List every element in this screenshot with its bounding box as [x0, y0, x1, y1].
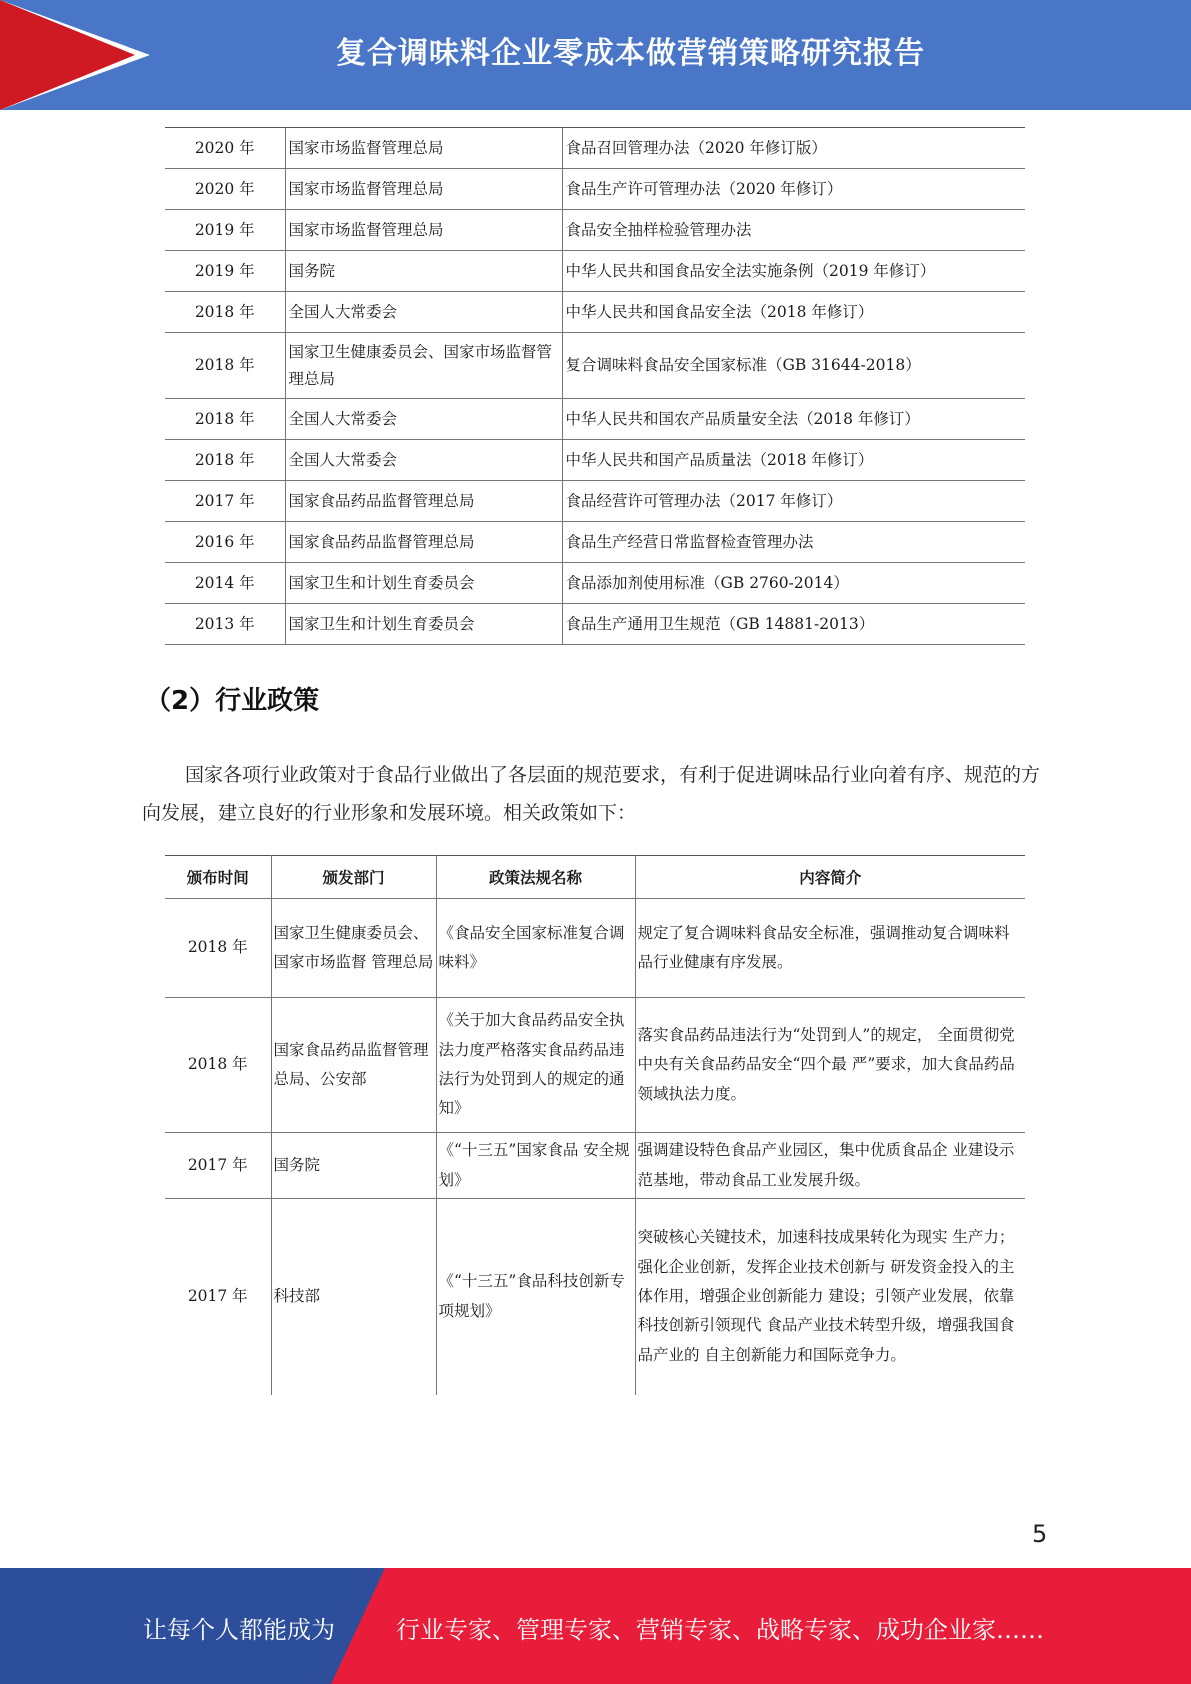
year-cell: 2019 年 — [165, 251, 285, 292]
table-row — [165, 522, 1025, 563]
policy-name-cell: 《“十三五”食品科技创新专项规划》 — [436, 1199, 635, 1395]
table-row — [165, 998, 1025, 1133]
footer-slogan-right: 行业专家、管理专家、营销专家、战略专家、成功企业家…… — [396, 1616, 1044, 1644]
dept-cell: 国家市场监督管理总局 — [285, 128, 562, 169]
dept-cell: 全国人大常委会 — [285, 292, 562, 333]
table-row — [165, 399, 1025, 440]
policy-table — [165, 855, 1025, 1395]
name-cell: 食品召回管理办法（2020 年修订版） — [562, 128, 1025, 169]
regulations-table — [165, 127, 1025, 645]
year-cell: 2018 年 — [165, 292, 285, 333]
year-cell: 2018 年 — [165, 998, 271, 1133]
name-cell: 食品生产经营日常监督检查管理办法 — [562, 522, 1025, 563]
section-paragraph: 国家各项行业政策对于食品行业做出了各层面的规范要求，有利于促进调味品行业向着有序、规范的方向发展，建立良好的行业形象和发展环境。相关政策如下： — [142, 764, 1041, 824]
page-footer — [0, 1568, 1191, 1684]
summary-cell: 突破核心关键技术，加速科技成果转化为现实 生产力；强化企业创新，发挥企业技术创新与 研发资金投入的主体作用，增强企业创新能力 建设；引领产业发展，依靠科技创新引领现代 食品产业技术转型升级，增强我国食品产业的 自主创新能力和国际竞争力。 — [635, 1199, 1025, 1395]
year-cell: 2017 年 — [187, 1287, 248, 1306]
section-heading: （2）行业政策 — [145, 686, 320, 716]
year-cell: 2013 年 — [165, 604, 285, 645]
name-cell: 食品安全抽样检验管理办法 — [562, 210, 1025, 251]
dept-cell: 国家食品药品监督管理总局、公安部 — [271, 998, 436, 1133]
summary-cell: 规定了复合调味料食品安全标准，强调推动复合调味料品行业健康有序发展。 — [635, 899, 1025, 998]
column-header: 颁发部门 — [271, 856, 436, 899]
name-cell: 食品生产通用卫生规范（GB 14881-2013） — [562, 604, 1025, 645]
report-title: 复合调味料企业零成本做营销策略研究报告 — [336, 36, 925, 71]
name-cell: 食品经营许可管理办法（2017 年修订） — [562, 481, 1025, 522]
year-cell: 2019 年 — [165, 210, 285, 251]
name-cell: 中华人民共和国产品质量法（2018 年修订） — [562, 440, 1025, 481]
dept-cell: 国家卫生健康委员会、国家市场监督 管理总局 — [271, 899, 436, 998]
dept-cell: 国务院 — [271, 1133, 436, 1199]
policy-name-cell: 《食品安全国家标准复合调味料》 — [436, 899, 635, 998]
page-header — [0, 0, 1191, 110]
table-header-row — [165, 856, 1025, 899]
table-row — [165, 169, 1025, 210]
table-row — [165, 251, 1025, 292]
column-header: 政策法规名称 — [436, 856, 635, 899]
table-row — [165, 563, 1025, 604]
year-cell: 2014 年 — [165, 563, 285, 604]
table-row — [165, 899, 1025, 998]
dept-cell: 国家市场监督管理总局 — [285, 169, 562, 210]
table-row — [165, 210, 1025, 251]
dept-cell: 国家食品药品监督管理总局 — [285, 522, 562, 563]
summary-cell: 强调建设特色食品产业园区，集中优质食品企 业建设示范基地，带动食品工业发展升级。 — [635, 1133, 1025, 1199]
header-arrow-red-decoration — [0, 0, 135, 110]
year-cell: 2020 年 — [165, 169, 285, 210]
page-number: 5 — [1032, 1520, 1048, 1548]
dept-cell: 国家卫生和计划生育委员会 — [285, 604, 562, 645]
table-row — [165, 128, 1025, 169]
year-cell: 2017 年 — [165, 481, 285, 522]
dept-cell: 国家卫生健康委员会、国家市场监督管理总局 — [285, 333, 562, 399]
year-cell: 2018 年 — [165, 440, 285, 481]
column-header: 颁布时间 — [165, 856, 271, 899]
table-row — [165, 481, 1025, 522]
table-row — [165, 440, 1025, 481]
dept-cell: 科技部 — [271, 1199, 436, 1395]
dept-cell: 全国人大常委会 — [285, 440, 562, 481]
table-row — [165, 604, 1025, 645]
column-header: 内容简介 — [635, 856, 1025, 899]
year-cell: 2018 年 — [165, 399, 285, 440]
policy-name-cell: 《“十三五”国家食品 安全规划》 — [436, 1133, 635, 1199]
year-cell: 2018 年 — [165, 899, 271, 998]
dept-cell: 国家食品药品监督管理总局 — [285, 481, 562, 522]
policy-name-cell: 《关于加大食品药品安全执法力度严格落实食品药品违法行为处罚到人的规定的通知》 — [436, 998, 635, 1133]
dept-cell: 国家卫生和计划生育委员会 — [285, 563, 562, 604]
year-cell: 2016 年 — [165, 522, 285, 563]
year-cell: 2020 年 — [165, 128, 285, 169]
name-cell: 中华人民共和国农产品质量安全法（2018 年修订） — [562, 399, 1025, 440]
name-cell: 中华人民共和国食品安全法实施条例（2019 年修订） — [562, 251, 1025, 292]
summary-cell: 落实食品药品违法行为“处罚到人”的规定， 全面贯彻党中央有关食品药品安全“四个最 严”要求，加大食品药品领域执法力度。 — [635, 998, 1025, 1133]
name-cell: 食品添加剂使用标准（GB 2760-2014） — [562, 563, 1025, 604]
year-cell: 2018 年 — [165, 333, 285, 399]
name-cell: 复合调味料食品安全国家标准（GB 31644-2018） — [562, 333, 1025, 399]
name-cell: 中华人民共和国食品安全法（2018 年修订） — [562, 292, 1025, 333]
year-cell: 2017 年 — [165, 1133, 271, 1199]
table-row — [165, 292, 1025, 333]
dept-cell: 全国人大常委会 — [285, 399, 562, 440]
table-row — [165, 1199, 1025, 1395]
table-row — [165, 333, 1025, 399]
name-cell: 食品生产许可管理办法（2020 年修订） — [562, 169, 1025, 210]
dept-cell: 国务院 — [285, 251, 562, 292]
dept-cell: 国家市场监督管理总局 — [285, 210, 562, 251]
table-row — [165, 1133, 1025, 1199]
footer-slogan-left: 让每个人都能成为 — [143, 1616, 335, 1644]
